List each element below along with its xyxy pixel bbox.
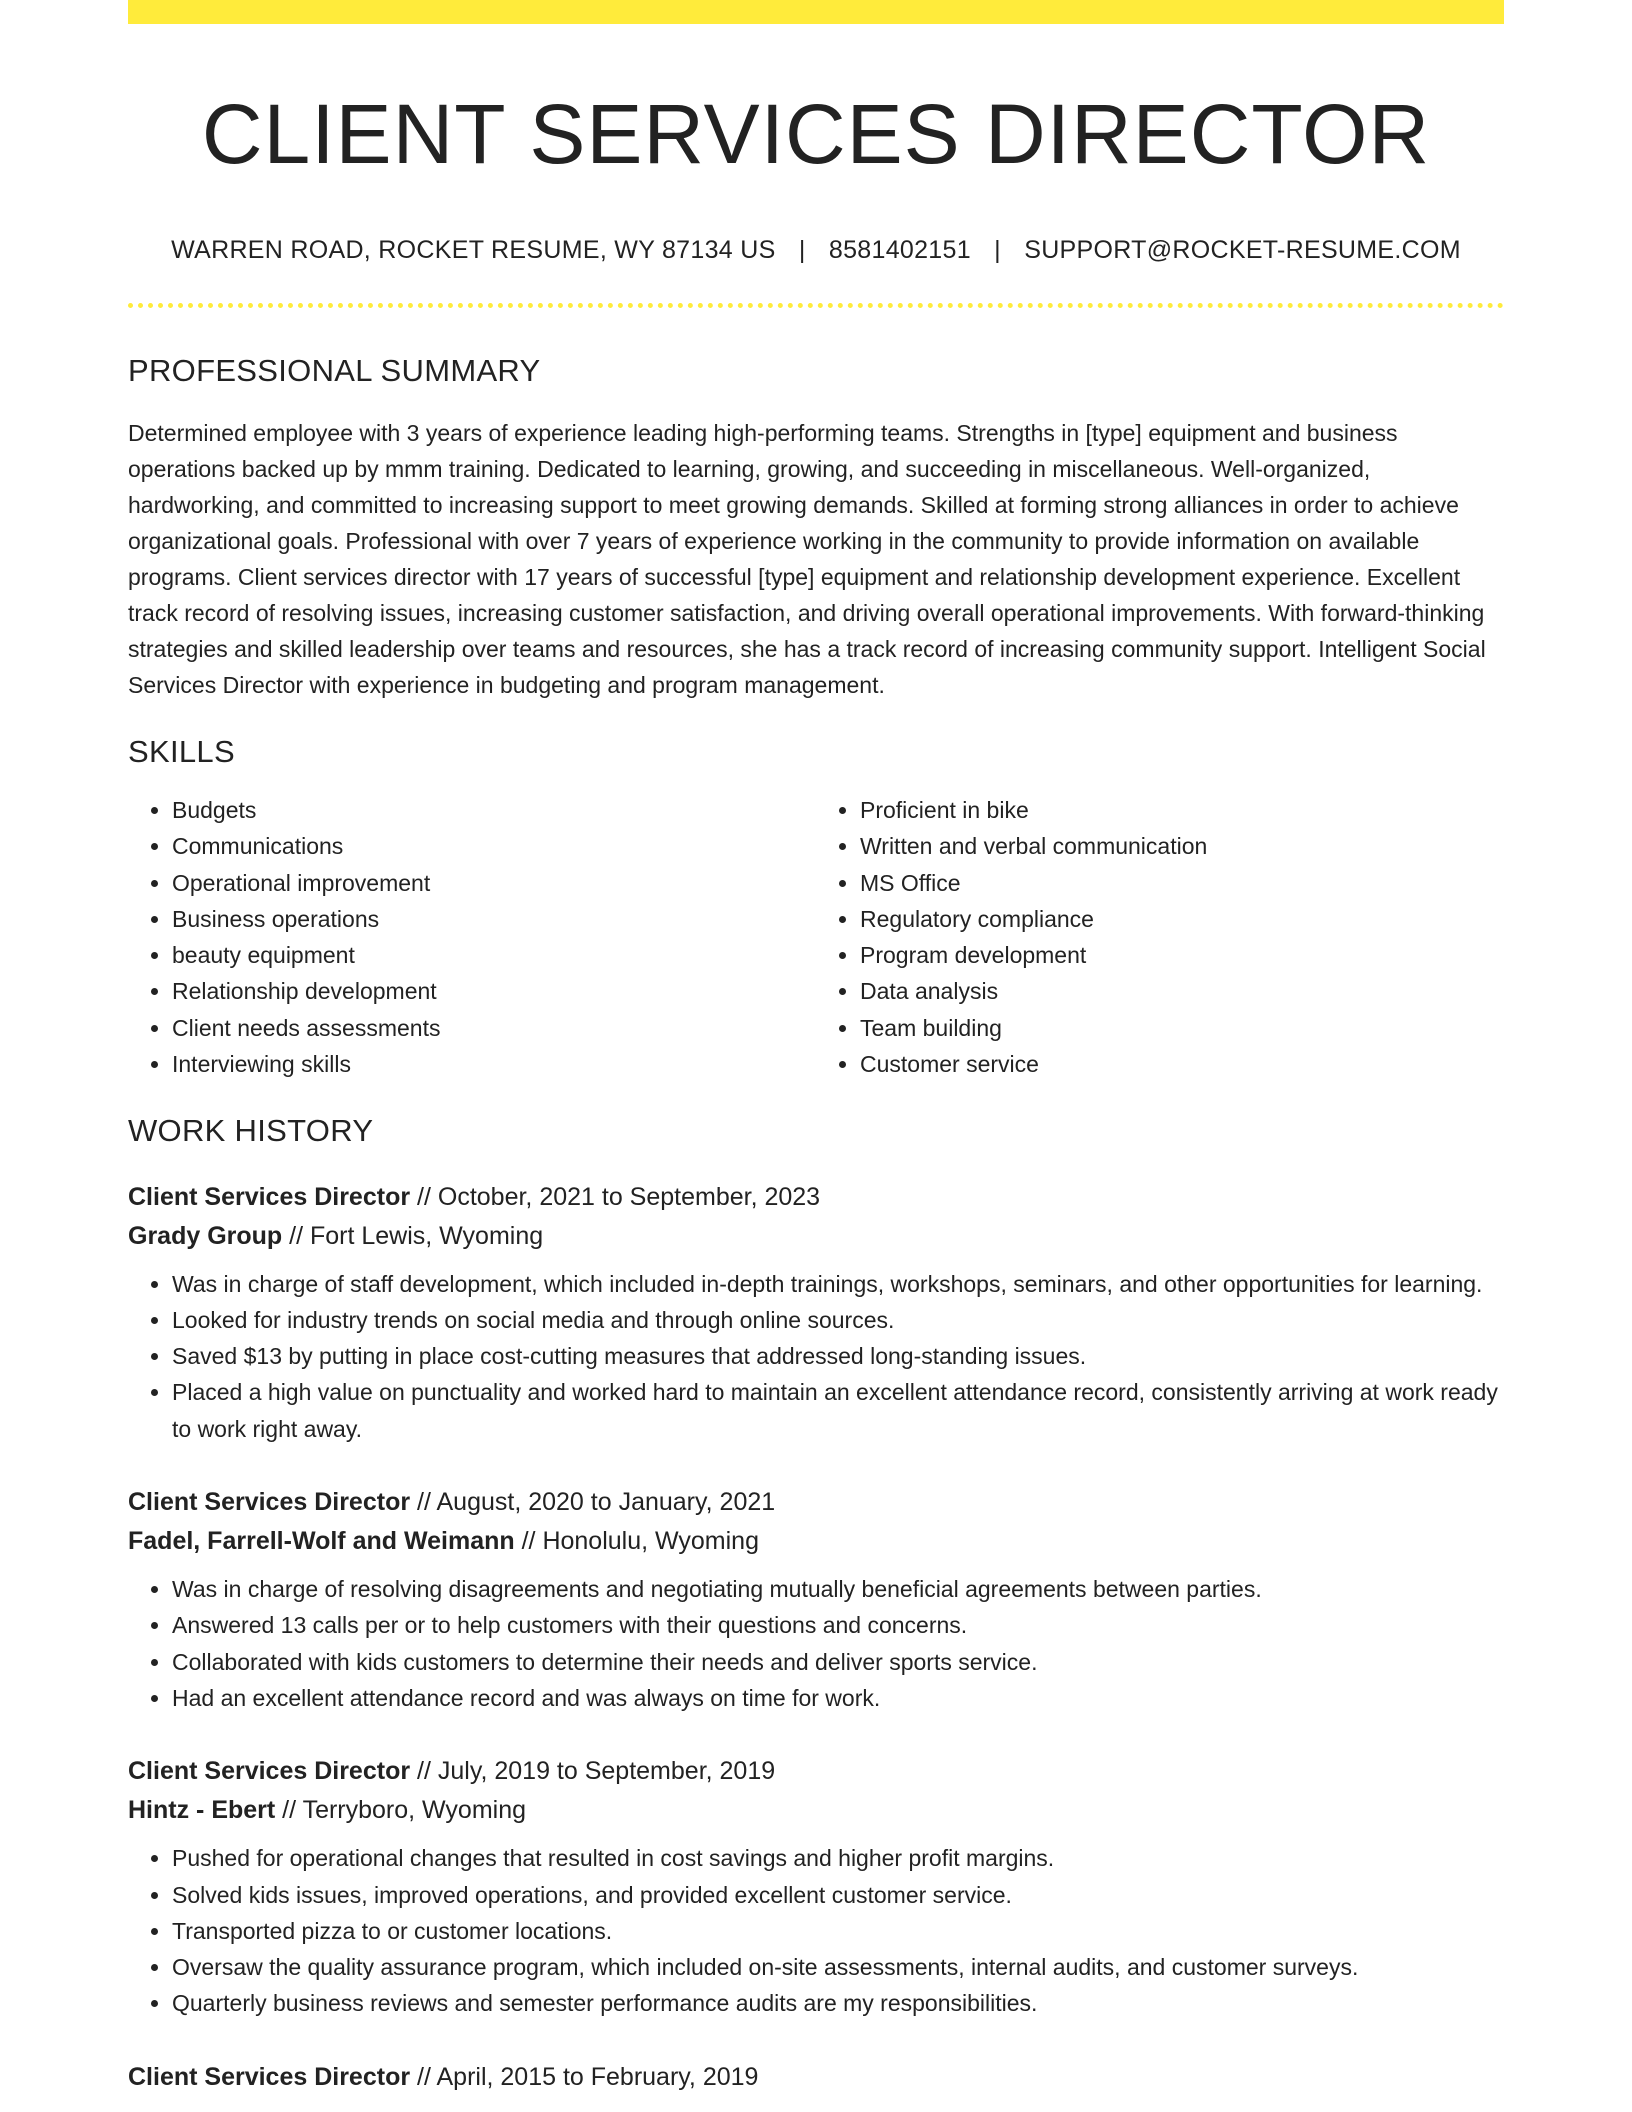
job-bullet: • Transported pizza to or customer locations. [172,1913,1504,1949]
skill-item: • MS Office [860,865,1504,901]
job-bullet: • Collaborated with kids customers to determine their needs and deliver sports service. [172,1644,1504,1680]
job-bullet: • Had an excellent attendance record and was always on time for work. [172,1680,1504,1716]
job-bullet: • Placed a high value on punctuality and worked hard to maintain an excellent attendance record, consistently arriving at work ready to work right away. [172,1374,1504,1447]
contact-phone: 8581402151 [828,235,971,264]
work-history-list [128,1178,1504,2097]
dotted-divider [128,303,1504,308]
skill-item: • Interviewing skills [172,1046,816,1082]
job-bullet: • Was in charge of resolving disagreements and negotiating mutually beneficial agreements between parties. [172,1571,1504,1607]
job-bullets [128,1571,1504,1716]
resume-page [128,0,1504,2097]
skills-heading: SKILLS [128,733,235,769]
skill-item: • Data analysis [860,973,1504,1009]
job-bullet: • Solved kids issues, improved operations, and provided excellent customer service. [172,1877,1504,1913]
job-dates: April, 2015 to February, 2019 [436,2062,759,2091]
job-title-line [128,1178,1504,1217]
job-separator: // [514,1527,543,1556]
job-title-line [128,1752,1504,1791]
skill-item: • Operational improvement [172,865,816,901]
summary-heading: PROFESSIONAL SUMMARY [128,352,541,388]
job-title-line [128,2058,1504,2097]
job-entry [128,1752,1504,2021]
contact-separator: | [994,235,1001,264]
job-company: Hintz - Ebert [128,1796,276,1825]
job-company-line [128,1217,1504,1256]
skill-item: • Relationship development [172,973,816,1009]
accent-top-bar [128,0,1504,24]
job-entry [128,1483,1504,1716]
skill-item: • Program development [860,937,1504,973]
job-location: Terryboro, Wyoming [302,1796,527,1825]
contact-line [128,235,1504,265]
job-bullet: • Saved $13 by putting in place cost-cutting measures that addressed long-standing issues. [172,1338,1504,1374]
skill-item: • Client needs assessments [172,1010,816,1046]
job-bullet: • Answered 13 calls per or to help customers with their questions and concerns. [172,1607,1504,1643]
job-bullets [128,1266,1504,1447]
job-bullet: • Pushed for operational changes that resulted in cost savings and higher profit margins. [172,1840,1504,1876]
job-title-line [128,1483,1504,1522]
job-company: Grady Group [128,1221,283,1250]
job-separator: // [275,1796,303,1825]
skill-item: • beauty equipment [172,937,816,973]
job-entry [128,1178,1504,1447]
job-dates: October, 2021 to September, 2023 [437,1182,821,1211]
contact-separator: | [798,235,806,264]
job-dates: August, 2020 to January, 2021 [436,1488,776,1517]
job-company-line [128,1791,1504,1830]
job-company: Fadel, Farrell-Wolf and Weimann [128,1527,515,1556]
skill-item: • Regulatory compliance [860,901,1504,937]
skill-item: • Written and verbal communication [860,828,1504,864]
job-separator: // [410,2062,437,2091]
skill-item: • Business operations [172,901,816,937]
job-title: Client Services Director [128,1757,411,1786]
skill-item: • Team building [860,1010,1504,1046]
job-separator: // [410,1488,437,1517]
job-location: Honolulu, Wyoming [542,1527,759,1556]
job-bullet: • Quarterly business reviews and semester performance audits are my responsibilities. [172,1985,1504,2021]
skills-column-right [816,792,1504,1082]
job-separator: // [282,1221,310,1250]
job-dates: July, 2019 to September, 2019 [437,1757,776,1786]
skill-item: • Customer service [860,1046,1504,1082]
skill-item: • Budgets [172,792,816,828]
skill-item: • Communications [172,828,816,864]
skills-list [128,792,1504,1082]
job-bullet: • Oversaw the quality assurance program, which included on-site assessments, internal audits, and customer surveys. [172,1949,1504,1985]
job-company-line [128,1522,1504,1561]
contact-address: WARREN ROAD, ROCKET RESUME, WY 87134 US [171,235,776,264]
job-title: Client Services Director [128,2062,411,2091]
job-bullets [128,1840,1504,2021]
contact-email[interactable]: SUPPORT@ROCKET-RESUME.COM [1024,235,1461,264]
summary-text: Determined employee with 3 years of experience leading high-performing teams. Strengths in [type] equipment and business operations backed up by mmm training. Dedicated to learning, growing, and succeeding in miscellaneous. Well-organized, hardworking, and committed to increasing support to meet growing demands. Skilled at forming strong alliances in order to achieve organizational goals. Professional with over 7 years of experience working in the community to provide information on available programs. Client services director with 17 years of successful [type] equipment and relationship development experience. Excellent track record of resolving issues, increasing customer satisfaction, and driving overall operational improvements. With forward-thinking strategies and skilled leadership over teams and resources, she has a track record of increasing community support. Intelligent Social Services Director with experience in budgeting and program management. [128,419,1486,698]
resume-title: CLIENT SERVICES DIRECTOR [201,87,1431,181]
job-title: Client Services Director [128,1488,411,1517]
skills-column-left [128,792,816,1082]
job-bullet: • Looked for industry trends on social media and through online sources. [172,1302,1504,1338]
job-entry [128,2058,1504,2097]
job-title: Client Services Director [128,1182,411,1211]
job-separator: // [410,1182,438,1211]
job-separator: // [410,1757,438,1786]
job-bullet: • Was in charge of staff development, which included in-depth trainings, workshops, seminars, and other opportunities for learning. [172,1266,1504,1302]
job-location: Fort Lewis, Wyoming [309,1221,544,1250]
work-history-heading: WORK HISTORY [128,1113,374,1149]
skill-item: • Proficient in bike [860,792,1504,828]
